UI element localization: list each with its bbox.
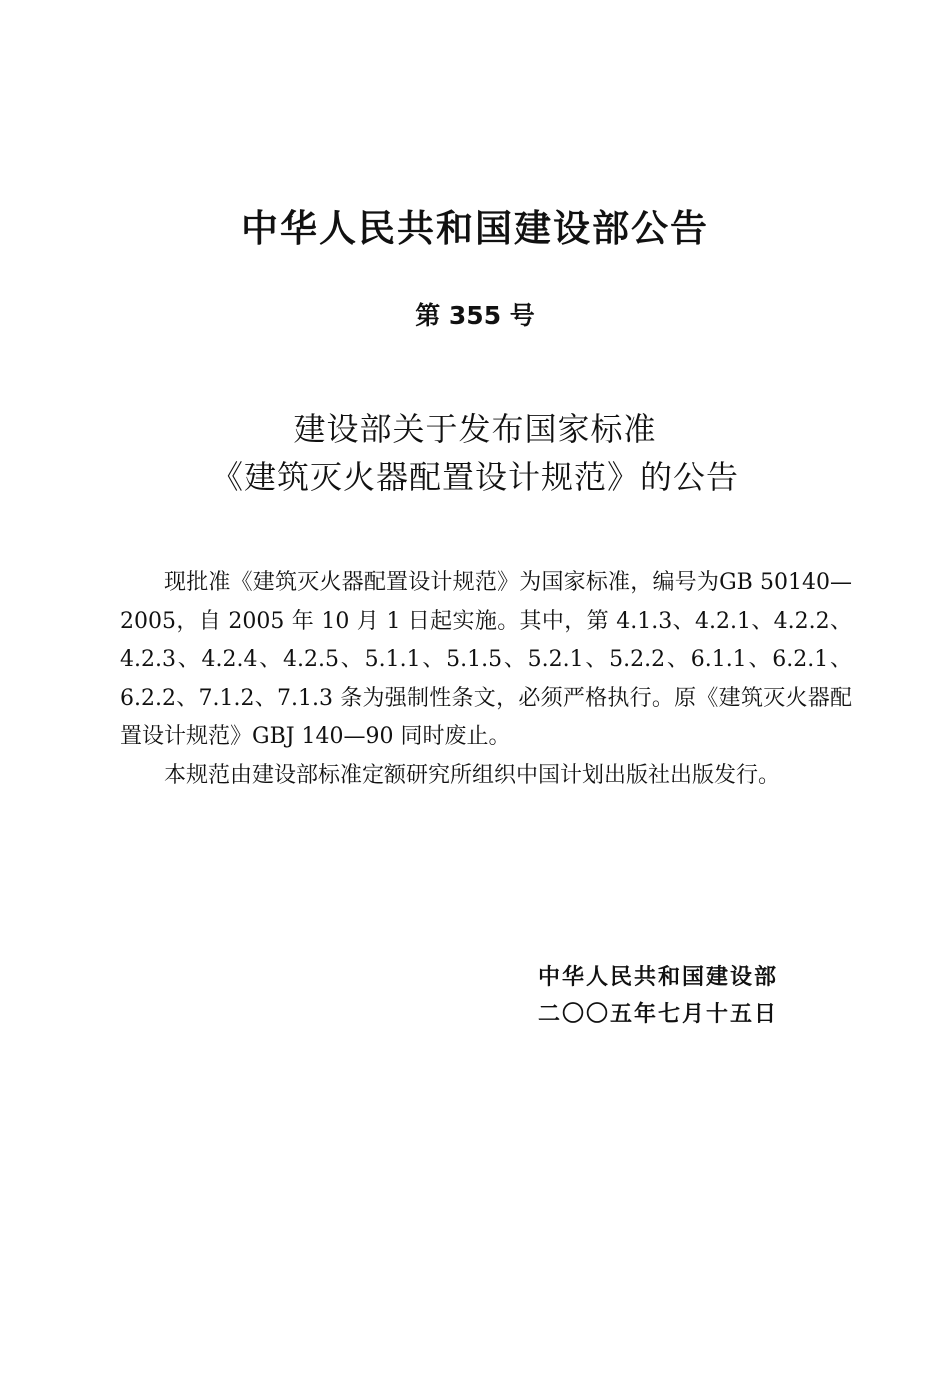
body-paragraph-approval: 现批准《建筑灭火器配置设计规范》为国家标准，编号为GB 50140—2005，自 2005 年 10 月 1 日起实施。其中，第 4.1.3、4.2.1、4.2.2、4.2.3、4.2.4、4.2.5、5.1.1、5.1.5、5.2.1、5.2.2、6.1.1、6.2.1、6.2.2、7.1.2、7.1.3 条为强制性条文，必须严格执行。原《建筑灭火器配置设计规范》GBJ 140—90 同时废止。	[120, 570, 852, 749]
issuer-title: 中华人民共和国建设部公告	[241, 207, 709, 250]
announcement-subtitle-line1: 建设部关于发布国家标准	[293, 410, 657, 448]
body-paragraph-publication: 本规范由建设部标准定额研究所组织中国计划出版社出版发行。	[164, 762, 781, 788]
announcement-body	[120, 564, 852, 795]
signature-date: 二〇〇五年七月十五日	[538, 1002, 779, 1027]
announcement-subtitle-line2: 《建筑灭火器配置设计规范》的公告	[210, 458, 739, 496]
notice-number: 第 355 号	[415, 301, 535, 330]
signature-organization: 中华人民共和国建设部	[538, 965, 779, 990]
